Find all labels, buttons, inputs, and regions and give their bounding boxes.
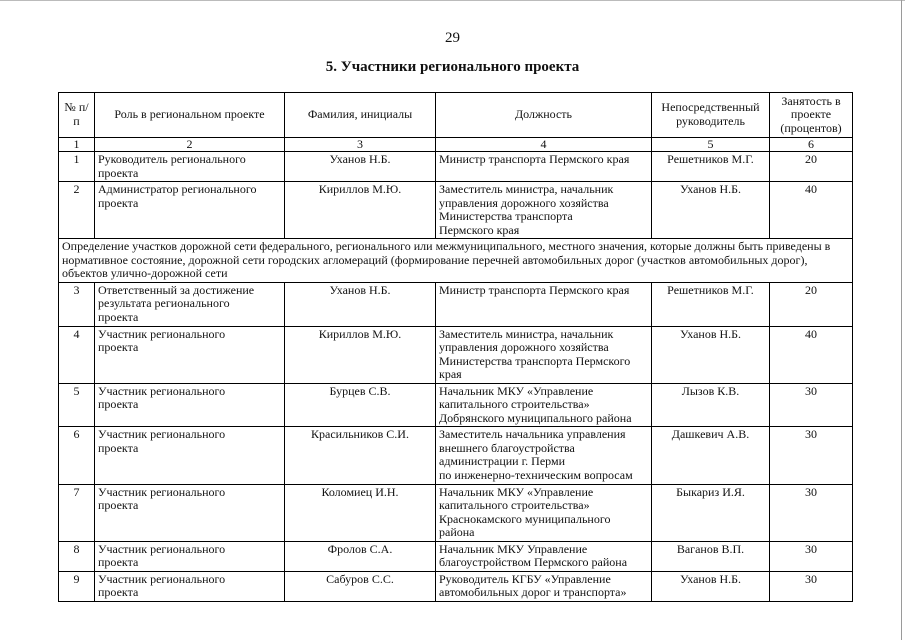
cell-role: Ответственный за достижение результата регионального проекта bbox=[95, 282, 285, 326]
page-right-edge bbox=[901, 0, 902, 640]
table-row bbox=[59, 571, 853, 601]
cell-position: Руководитель КГБУ «Управление автомобильных дорог и транспорта» bbox=[436, 571, 652, 601]
cell-load: 30 bbox=[770, 484, 853, 541]
cell-name: Кириллов М.Ю. bbox=[285, 326, 436, 383]
table-row bbox=[59, 484, 853, 541]
cell-name: Уханов Н.Б. bbox=[285, 282, 436, 326]
cell-num: 7 bbox=[59, 484, 95, 541]
column-number: 5 bbox=[652, 138, 770, 152]
table-row bbox=[59, 282, 853, 326]
cell-position: Заместитель министра, начальник управления дорожного хозяйства Министерства транспорта Пермского края bbox=[436, 326, 652, 383]
cell-name: Красильников С.И. bbox=[285, 427, 436, 484]
cell-load: 30 bbox=[770, 427, 853, 484]
header-num: № п/п bbox=[59, 93, 95, 138]
section-title: 5. Участники регионального проекта bbox=[325, 59, 580, 75]
cell-name: Уханов Н.Б. bbox=[285, 152, 436, 182]
cell-position: Заместитель начальника управления внешнего благоустройства администрации г. Перми по инженерно-техническим вопросам bbox=[436, 427, 652, 484]
cell-position: Министр транспорта Пермского края bbox=[436, 282, 652, 326]
cell-position: Заместитель министра, начальник управления дорожного хозяйства Министерства транспорта Пермского края bbox=[436, 182, 652, 239]
cell-manager: Дашкевич А.В. bbox=[652, 427, 770, 484]
cell-role: Участник регионального проекта bbox=[95, 541, 285, 571]
table-body-span bbox=[59, 239, 853, 283]
cell-role: Участник регионального проекта bbox=[95, 326, 285, 383]
header-role: Роль в региональном проекте bbox=[95, 93, 285, 138]
column-number: 4 bbox=[436, 138, 652, 152]
cell-num: 3 bbox=[59, 282, 95, 326]
cell-role: Участник регионального проекта bbox=[95, 427, 285, 484]
cell-position: Начальник МКУ «Управление капитального строительства» Краснокамского муниципального района bbox=[436, 484, 652, 541]
table-row bbox=[59, 182, 853, 239]
cell-role: Участник регионального проекта bbox=[95, 484, 285, 541]
header-position: Должность bbox=[436, 93, 652, 138]
cell-manager: Ваганов В.П. bbox=[652, 541, 770, 571]
table-row bbox=[59, 541, 853, 571]
cell-position: Начальник МКУ Управление благоустройством Пермского района bbox=[436, 541, 652, 571]
header-manager: Непосредственный руководитель bbox=[652, 93, 770, 138]
cell-num: 2 bbox=[59, 182, 95, 239]
header-name: Фамилия, инициалы bbox=[285, 93, 436, 138]
cell-load: 20 bbox=[770, 152, 853, 182]
cell-role: Администратор регионального проекта bbox=[95, 182, 285, 239]
cell-position: Начальник МКУ «Управление капитального строительства» Добрянского муниципального района bbox=[436, 383, 652, 427]
cell-manager: Лызов К.В. bbox=[652, 383, 770, 427]
cell-load: 30 bbox=[770, 383, 853, 427]
page-top-edge bbox=[0, 0, 905, 1]
cell-num: 9 bbox=[59, 571, 95, 601]
cell-role: Участник регионального проекта bbox=[95, 383, 285, 427]
column-number-row bbox=[59, 138, 853, 152]
cell-name: Сабуров С.С. bbox=[285, 571, 436, 601]
cell-position: Министр транспорта Пермского края bbox=[436, 152, 652, 182]
cell-load: 20 bbox=[770, 282, 853, 326]
cell-name: Коломиец И.Н. bbox=[285, 484, 436, 541]
cell-role: Участник регионального проекта bbox=[95, 571, 285, 601]
participants-table bbox=[58, 92, 853, 602]
column-number: 2 bbox=[95, 138, 285, 152]
page-number: 29 bbox=[445, 30, 460, 46]
cell-name: Фролов С.А. bbox=[285, 541, 436, 571]
cell-load: 40 bbox=[770, 326, 853, 383]
table-body-bottom bbox=[59, 282, 853, 601]
column-number: 3 bbox=[285, 138, 436, 152]
section-span-row bbox=[59, 239, 853, 283]
cell-num: 5 bbox=[59, 383, 95, 427]
cell-load: 30 bbox=[770, 541, 853, 571]
table-row bbox=[59, 326, 853, 383]
cell-load: 40 bbox=[770, 182, 853, 239]
cell-num: 4 bbox=[59, 326, 95, 383]
cell-num: 1 bbox=[59, 152, 95, 182]
column-number: 1 bbox=[59, 138, 95, 152]
table-body-top bbox=[59, 152, 853, 239]
table-row bbox=[59, 427, 853, 484]
cell-manager: Решетников М.Г. bbox=[652, 152, 770, 182]
cell-manager: Решетников М.Г. bbox=[652, 282, 770, 326]
cell-num: 8 bbox=[59, 541, 95, 571]
cell-name: Бурцев С.В. bbox=[285, 383, 436, 427]
header-load: Занятость в проекте (процентов) bbox=[770, 93, 853, 138]
cell-num: 6 bbox=[59, 427, 95, 484]
cell-role: Руководитель регионального проекта bbox=[95, 152, 285, 182]
table-row bbox=[59, 383, 853, 427]
column-number: 6 bbox=[770, 138, 853, 152]
table-header-row bbox=[59, 93, 853, 138]
cell-manager: Уханов Н.Б. bbox=[652, 326, 770, 383]
cell-load: 30 bbox=[770, 571, 853, 601]
cell-manager: Быкариз И.Я. bbox=[652, 484, 770, 541]
table-row bbox=[59, 152, 853, 182]
cell-manager: Уханов Н.Б. bbox=[652, 571, 770, 601]
cell-name: Кириллов М.Ю. bbox=[285, 182, 436, 239]
cell-manager: Уханов Н.Б. bbox=[652, 182, 770, 239]
section-span-text: Определение участков дорожной сети федерального, регионального или межмуниципального, местного значения, которые должны быть приведены в нормативное состояние, дорожной сети городских агломераций (формирование перечней автомобильных дорог (участков автомобильных дорог), объектов улично-дорожной сети bbox=[59, 239, 853, 283]
